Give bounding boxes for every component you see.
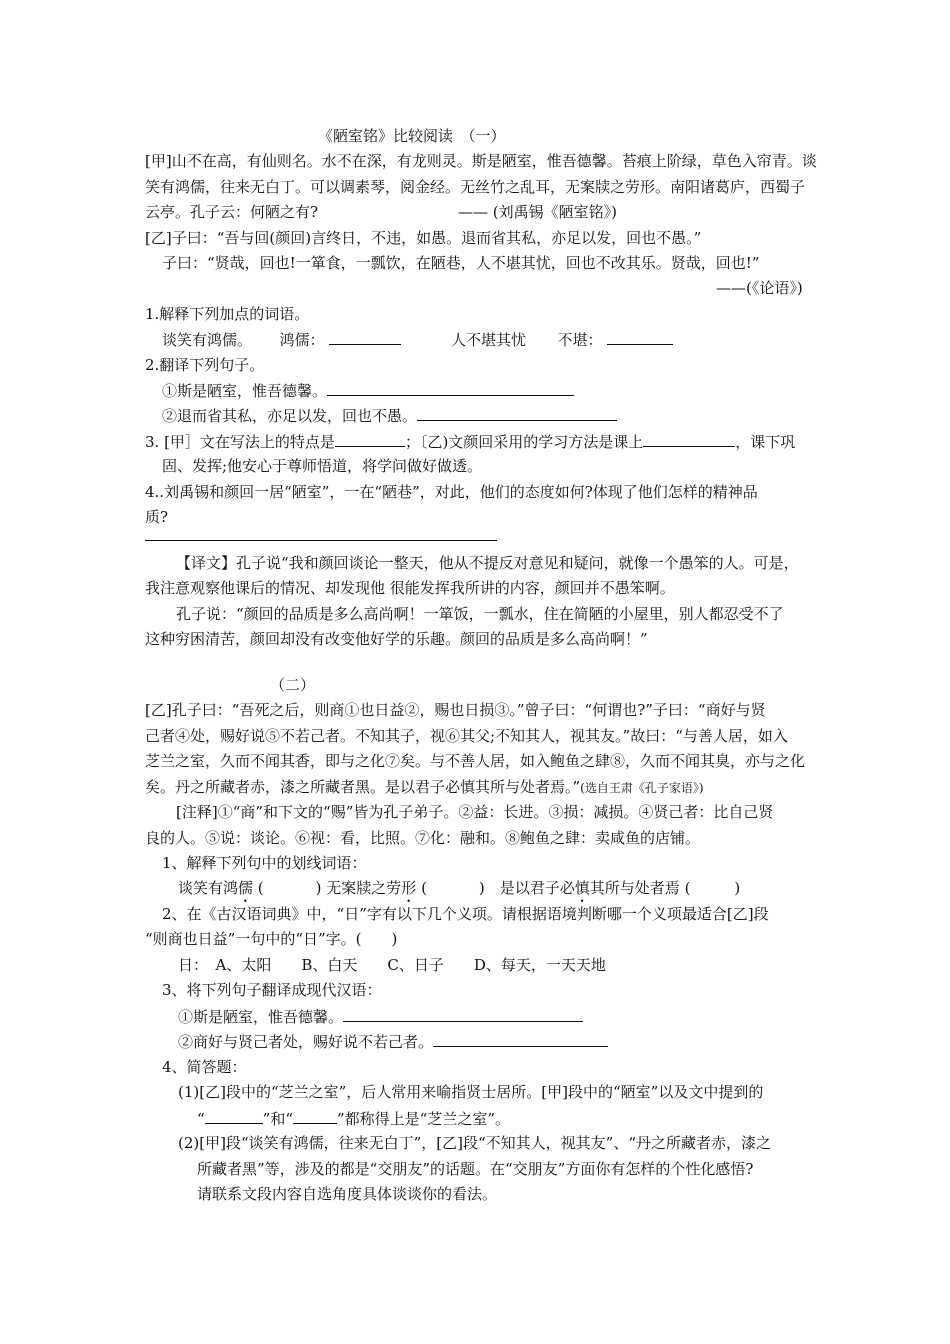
part2-yi-line4 — [145, 777, 704, 798]
part1-q2-title: 2.翻译下列句子。 — [145, 356, 265, 374]
q4-1-mid: ”和“ — [262, 1110, 294, 1128]
q3-blank-b[interactable] — [643, 431, 735, 447]
part1-yi-source: ——(《论语》) — [716, 279, 803, 297]
q2-item2-text: ②退而省其私，亦足以发，回也不愚。 — [162, 407, 418, 425]
part2-q3-item1 — [178, 1006, 583, 1027]
part2-q4-2-line1: (2)[甲]段“谈笑有鸿儒，往来无白丁”，[乙]段“不知其人，视其友”、“丹之所藏者赤，漆之 — [178, 1134, 772, 1152]
part2-q3-item2-text: ②商好与贤己者处，赐好说不若己者。 — [178, 1033, 434, 1051]
part1-jia-source: —— (刘禹锡《陋室铭》) — [458, 203, 617, 221]
q1-answer-blank-a[interactable] — [329, 329, 401, 345]
q1-text-1: 谈笑有鸿 — [178, 879, 239, 897]
part1-q3-line1 — [145, 431, 795, 452]
part2-q2-line2: “则商也日益”一句中的“日”字。( ) — [145, 930, 398, 948]
q1-paren-1: ( — [253, 879, 264, 897]
part2-q3-item1-blank[interactable] — [343, 1006, 583, 1022]
part2-yi-line1: [乙]孔子曰：“吾死之后，则商①也日益②，赐也日损③。”曾子曰：“何谓也?”子曰：“商好与贤 — [145, 701, 766, 719]
q4-1-blank-a[interactable] — [205, 1108, 263, 1124]
part2-q1-row — [178, 878, 740, 906]
part1-q4-line2: 质? — [145, 508, 169, 526]
q1-dotted-word-shen: 慎 — [574, 879, 590, 897]
q1-paren-3: ) — [734, 879, 741, 897]
q1-label-a: 鸿儒： — [279, 331, 325, 349]
part1-jia-line3: 云亭。孔子云：何陋之有? — [145, 203, 319, 221]
q1-word-b: 人不堪其忧 — [450, 331, 526, 349]
part2-yi-line4-text: 矣。丹之所藏者赤，漆之所藏者黑。是以君子必慎其所与处者焉。” — [145, 778, 581, 796]
q1-answer-blank-b[interactable] — [607, 329, 673, 345]
q4-1-quote-open: “ — [197, 1110, 205, 1128]
q1-dotted-word-xing: 形 — [401, 879, 417, 897]
q2-item1-blank[interactable] — [327, 380, 574, 396]
part1-title: 《陋室铭》比较阅读 （一） — [318, 127, 506, 145]
part1-q2-item2 — [162, 405, 617, 426]
part2-yi-source: (选自王肃《孔子家语》) — [580, 781, 704, 795]
part2-q4-2-line3: 请联系文段内容自选角度具体谈谈你的看法。 — [197, 1185, 498, 1203]
q1-label-b: 不堪： — [557, 331, 603, 349]
q3-text-a: 3. [甲］文在写法上的特点是 — [145, 433, 335, 451]
part2-yi-line2: 己者④处，赐好说⑤不若己者。不知其子，视⑥其父;不知其人，视其友。”故曰：“与善人居，如入 — [145, 727, 788, 745]
q3-blank-a[interactable] — [335, 431, 405, 447]
part2-q4-1-line2 — [197, 1108, 510, 1129]
part1-jia-line2: 笑有鸿儒，往来无白丁。可以调素琴，阅金经。无丝竹之乱耳，无案牍之劳形。南阳诸葛庐，西蜀子 — [145, 178, 806, 196]
part2-note-line2: 良的人。⑤说：谈论。⑥视：看，比照。⑦化：融和。⑧鲍鱼之肆：卖咸鱼的店铺。 — [145, 829, 701, 847]
part2-q4-title: 4、简答题： — [162, 1058, 247, 1076]
part1-q1-title: 1.解释下列加点的词语。 — [145, 305, 310, 323]
part2-q1-title: 1、解释下列句中的划线词语： — [162, 854, 367, 872]
part2-q3-item2 — [178, 1031, 608, 1052]
part2-q2-options: 日： A、太阳 B、白天 C、日子 D、每天，一天天地 — [178, 956, 606, 974]
q4-1-blank-b[interactable] — [293, 1108, 337, 1124]
q3-text-c: ，课下巩 — [735, 433, 796, 451]
q3-text-b: ；〔乙)文颜回采用的学习方法是课上 — [404, 433, 644, 451]
q1-text-3: ) 是以君子必 — [478, 879, 575, 897]
q1-dotted-word-ru: 儒 — [238, 879, 254, 897]
q1-word-a: 谈笑有鸿儒。 — [162, 331, 253, 349]
translation-line1: 【译文】孔子说“我和颜回谈论一整天，他从不提反对意见和疑问，就像一个愚笨的人。可是， — [176, 554, 799, 572]
q2-item1-text: ①斯是陋室，惟吾德馨。 — [162, 382, 328, 400]
translation-line3: 孔子说：“颜回的品质是多么高尚啊！一箪饭，一瓢水，住在简陋的小屋里，别人都忍受不了 — [176, 605, 784, 623]
part1-q2-item1 — [162, 380, 574, 401]
q1-paren-2: ( — [416, 879, 427, 897]
translation-line4: 这种穷困清苦，颜回却没有改变他好学的乐趣。颜回的品质是多么高尚啊！” — [145, 630, 648, 648]
part2-title: （二） — [270, 676, 316, 694]
q1-text-2: ) 无案牍之劳 — [315, 879, 402, 897]
part1-q1-row — [162, 329, 673, 350]
part1-yi-line2: 子曰：“贤哉，回也!一箪食，一瓢饮，在陋巷，人不堪其忧，回也不改其乐。贤哉，回也!” — [162, 254, 760, 272]
q4-1-tail: ”都称得上是“芝兰之室”。 — [337, 1110, 511, 1128]
part2-q3-item1-text: ①斯是陋室，惟吾德馨。 — [178, 1008, 344, 1026]
part1-q4-line1: 4..刘禹锡和颜回一居“陋室”，一在“陋巷”，对此，他们的态度如何?体现了他们怎样的精神品 — [145, 483, 758, 501]
part2-q3-item2-blank[interactable] — [433, 1031, 608, 1047]
translation-line2: 我注意观察他课后的情况、却发现他 很能发挥我所讲的内容，颜回并不愚笨啊。 — [145, 579, 675, 597]
part2-q4-2-line2: 所藏者黑”等，涉及的都是“交朋友”的话题。在“交朋友”方面你有怎样的个性化感悟? — [197, 1160, 754, 1178]
q4-answer-line[interactable] — [145, 540, 497, 541]
part2-q3-title: 3、将下列句子翻译成现代汉语： — [162, 981, 382, 999]
part2-q2-line1: 2、在《古汉语词典》中，“日”字有以下几个义项。请根据语境判断哪一个义项最适合[乙]段 — [162, 905, 769, 923]
part2-q4-1-line1: (1)[乙]段中的“芝兰之室”，后人常用来喻指贤士居所。[甲]段中的“陋室”以及文中提到的 — [178, 1083, 764, 1101]
part1-q3-line2: 固、发挥;他安心于尊师悟道，将学问做好做透。 — [162, 457, 483, 475]
part1-jia-line1: [甲]山不在高，有仙则名。水不在深，有龙则灵。斯是陋室，惟吾德馨。苔痕上阶绿，草色入帘青。谈 — [145, 152, 817, 170]
q1-text-4: 其所与处者焉 ( — [589, 879, 691, 897]
part1-yi-line1: [乙]子曰：“吾与回(颜回)言终日，不违，如愚。退而省其私，亦足以发，回也不愚。” — [145, 229, 702, 247]
q2-item2-blank[interactable] — [417, 405, 617, 421]
part2-note-line1: [注释]①“商”和下文的“赐”皆为孔子弟子。②益：长进。③损：减损。④贤己者：比自己贤 — [176, 803, 774, 821]
part2-yi-line3: 芝兰之室，久而不闻其香，即与之化⑦矣。与不善人居，如入鲍鱼之肆⑧，久而不闻其臭，亦与之化 — [145, 752, 806, 770]
